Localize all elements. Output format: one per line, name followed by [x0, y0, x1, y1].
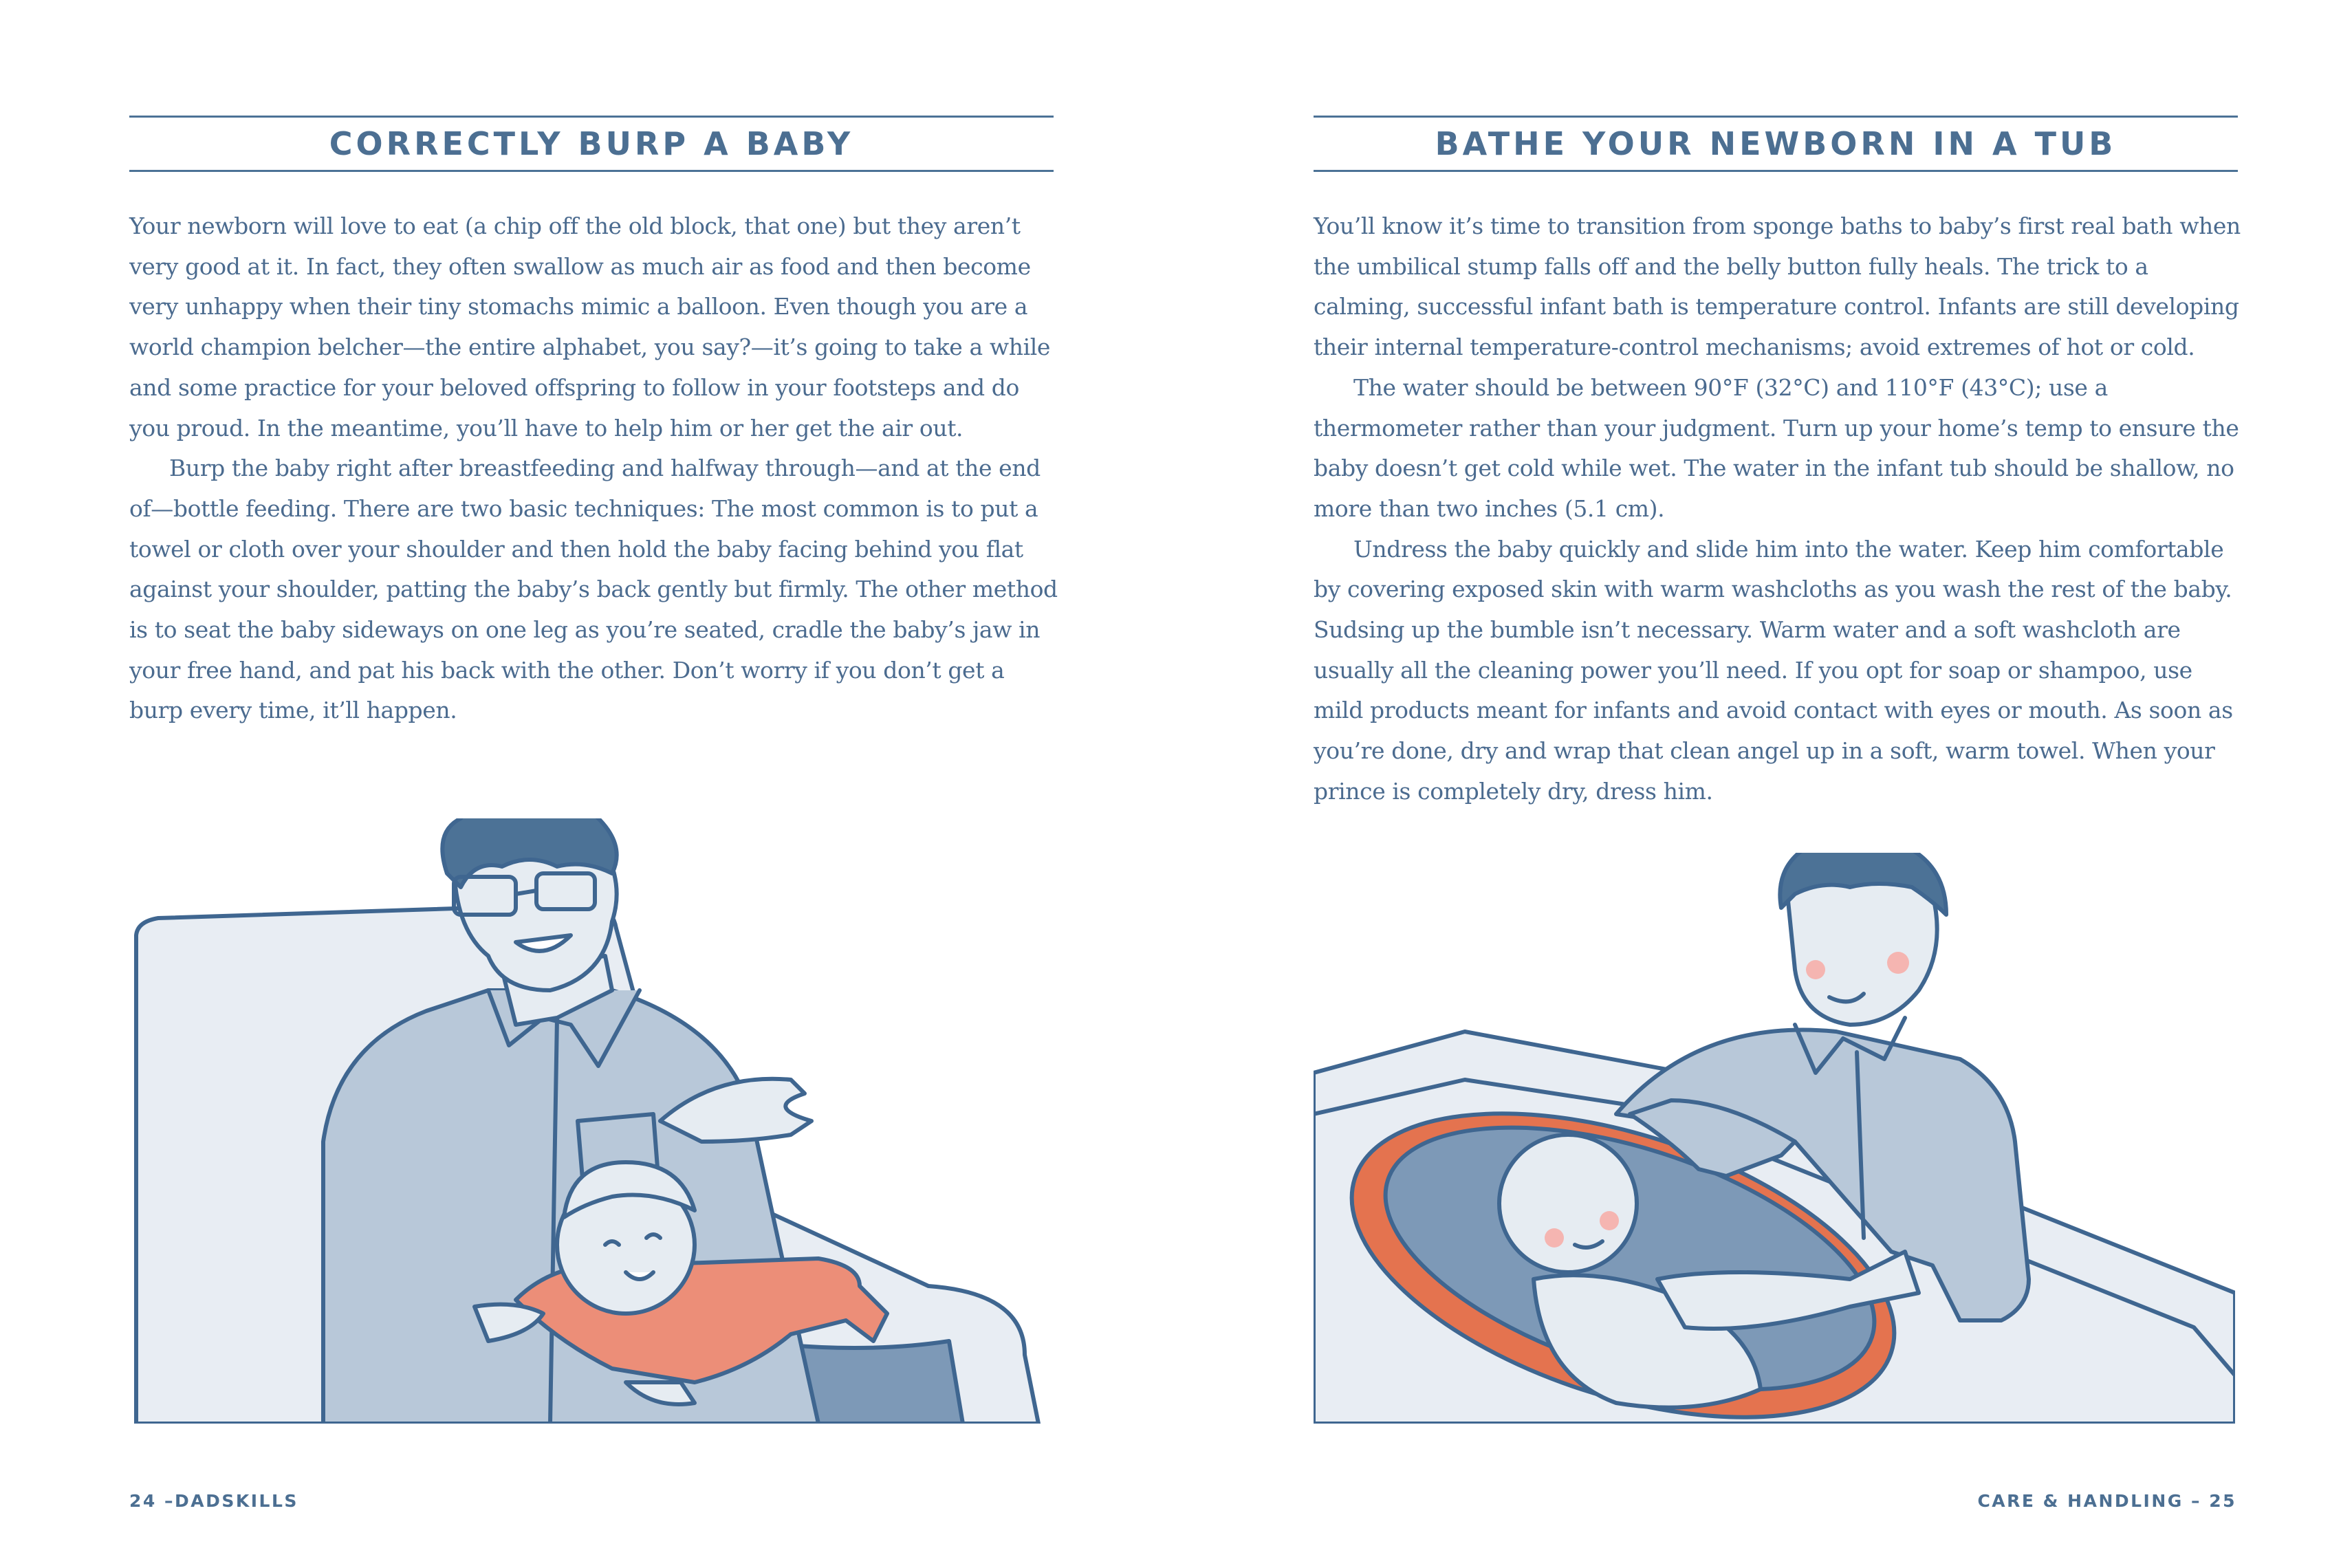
paragraph: You’ll know it’s time to transition from sponge baths to baby’s first real bath when the umbilical stump falls off and the belly button fully heals. The trick to a calming, successful infant bath is temperature control. Infants are still developing their internal temperature-control mechanisms; avoid extremes of hot or cold. — [1314, 213, 2241, 361]
paragraph: Undress the baby quickly and slide him into the water. Keep him comfortable by covering exposed skin with warm washcloths as you wash the rest of the baby. Sudsing up the bumble isn’t necessary. Warm water and a soft washcloth are usually all the cleaning power you’ll need. If you opt for soap or shampoo, use mild products meant for infants and avoid contact with eyes or mouth. As soon as you’re done, dry and wrap that clean angel up in a soft, warm towel. When your prince is completely dry, dress him. — [1314, 535, 2233, 805]
body-text-burp — [129, 206, 1062, 731]
page-footer-right: CARE & HANDLING – 25 — [1977, 1491, 2236, 1511]
mother-bathing-baby-illustration — [1314, 853, 2235, 1424]
father-burping-baby-illustration — [131, 818, 1045, 1424]
section-heading-burp: CORRECTLY BURP A BABY — [129, 116, 1054, 172]
right-page — [1176, 0, 2352, 1568]
paragraph: Your newborn will love to eat (a chip off the old block, that one) but they aren’t very good at it. In fact, they often swallow as much air as food and then become very unhappy when their tiny stomachs mimic a balloon. Even though you are a world champion belcher—the entire alphabet, you say?—it’s going to take a while and some practice for your beloved offspring to follow in your footsteps and do you proud. In the meantime, you’ll have to help him or her get the air out. — [129, 213, 1051, 442]
page-footer-left: 24 –DADSKILLS — [129, 1491, 298, 1511]
paragraph: Burp the baby right after breastfeeding and halfway through—and at the end of—bottle feeding. There are two basic techniques: The most common is to put a towel or cloth over your shoulder and then hold the baby facing behind you flat against your shoulder, patting the baby’s back gently but firmly. The other method is to seat the baby sideways on one leg as you’re seated, cradle the baby’s jaw in your free hand, and pat his back with the other. Don’t worry if you don’t get a burp every time, it’ll happen. — [129, 455, 1058, 724]
paragraph: The water should be between 90°F (32°C) and 110°F (43°C); use a thermometer rather than your judgment. Turn up your home’s temp to ensure the baby doesn’t get cold while wet. The water in the infant tub should be shallow, no more than two inches (5.1 cm). — [1314, 373, 2239, 522]
body-text-bath — [1314, 206, 2246, 812]
section-heading-bath: BATHE YOUR NEWBORN IN A TUB — [1314, 116, 2238, 172]
